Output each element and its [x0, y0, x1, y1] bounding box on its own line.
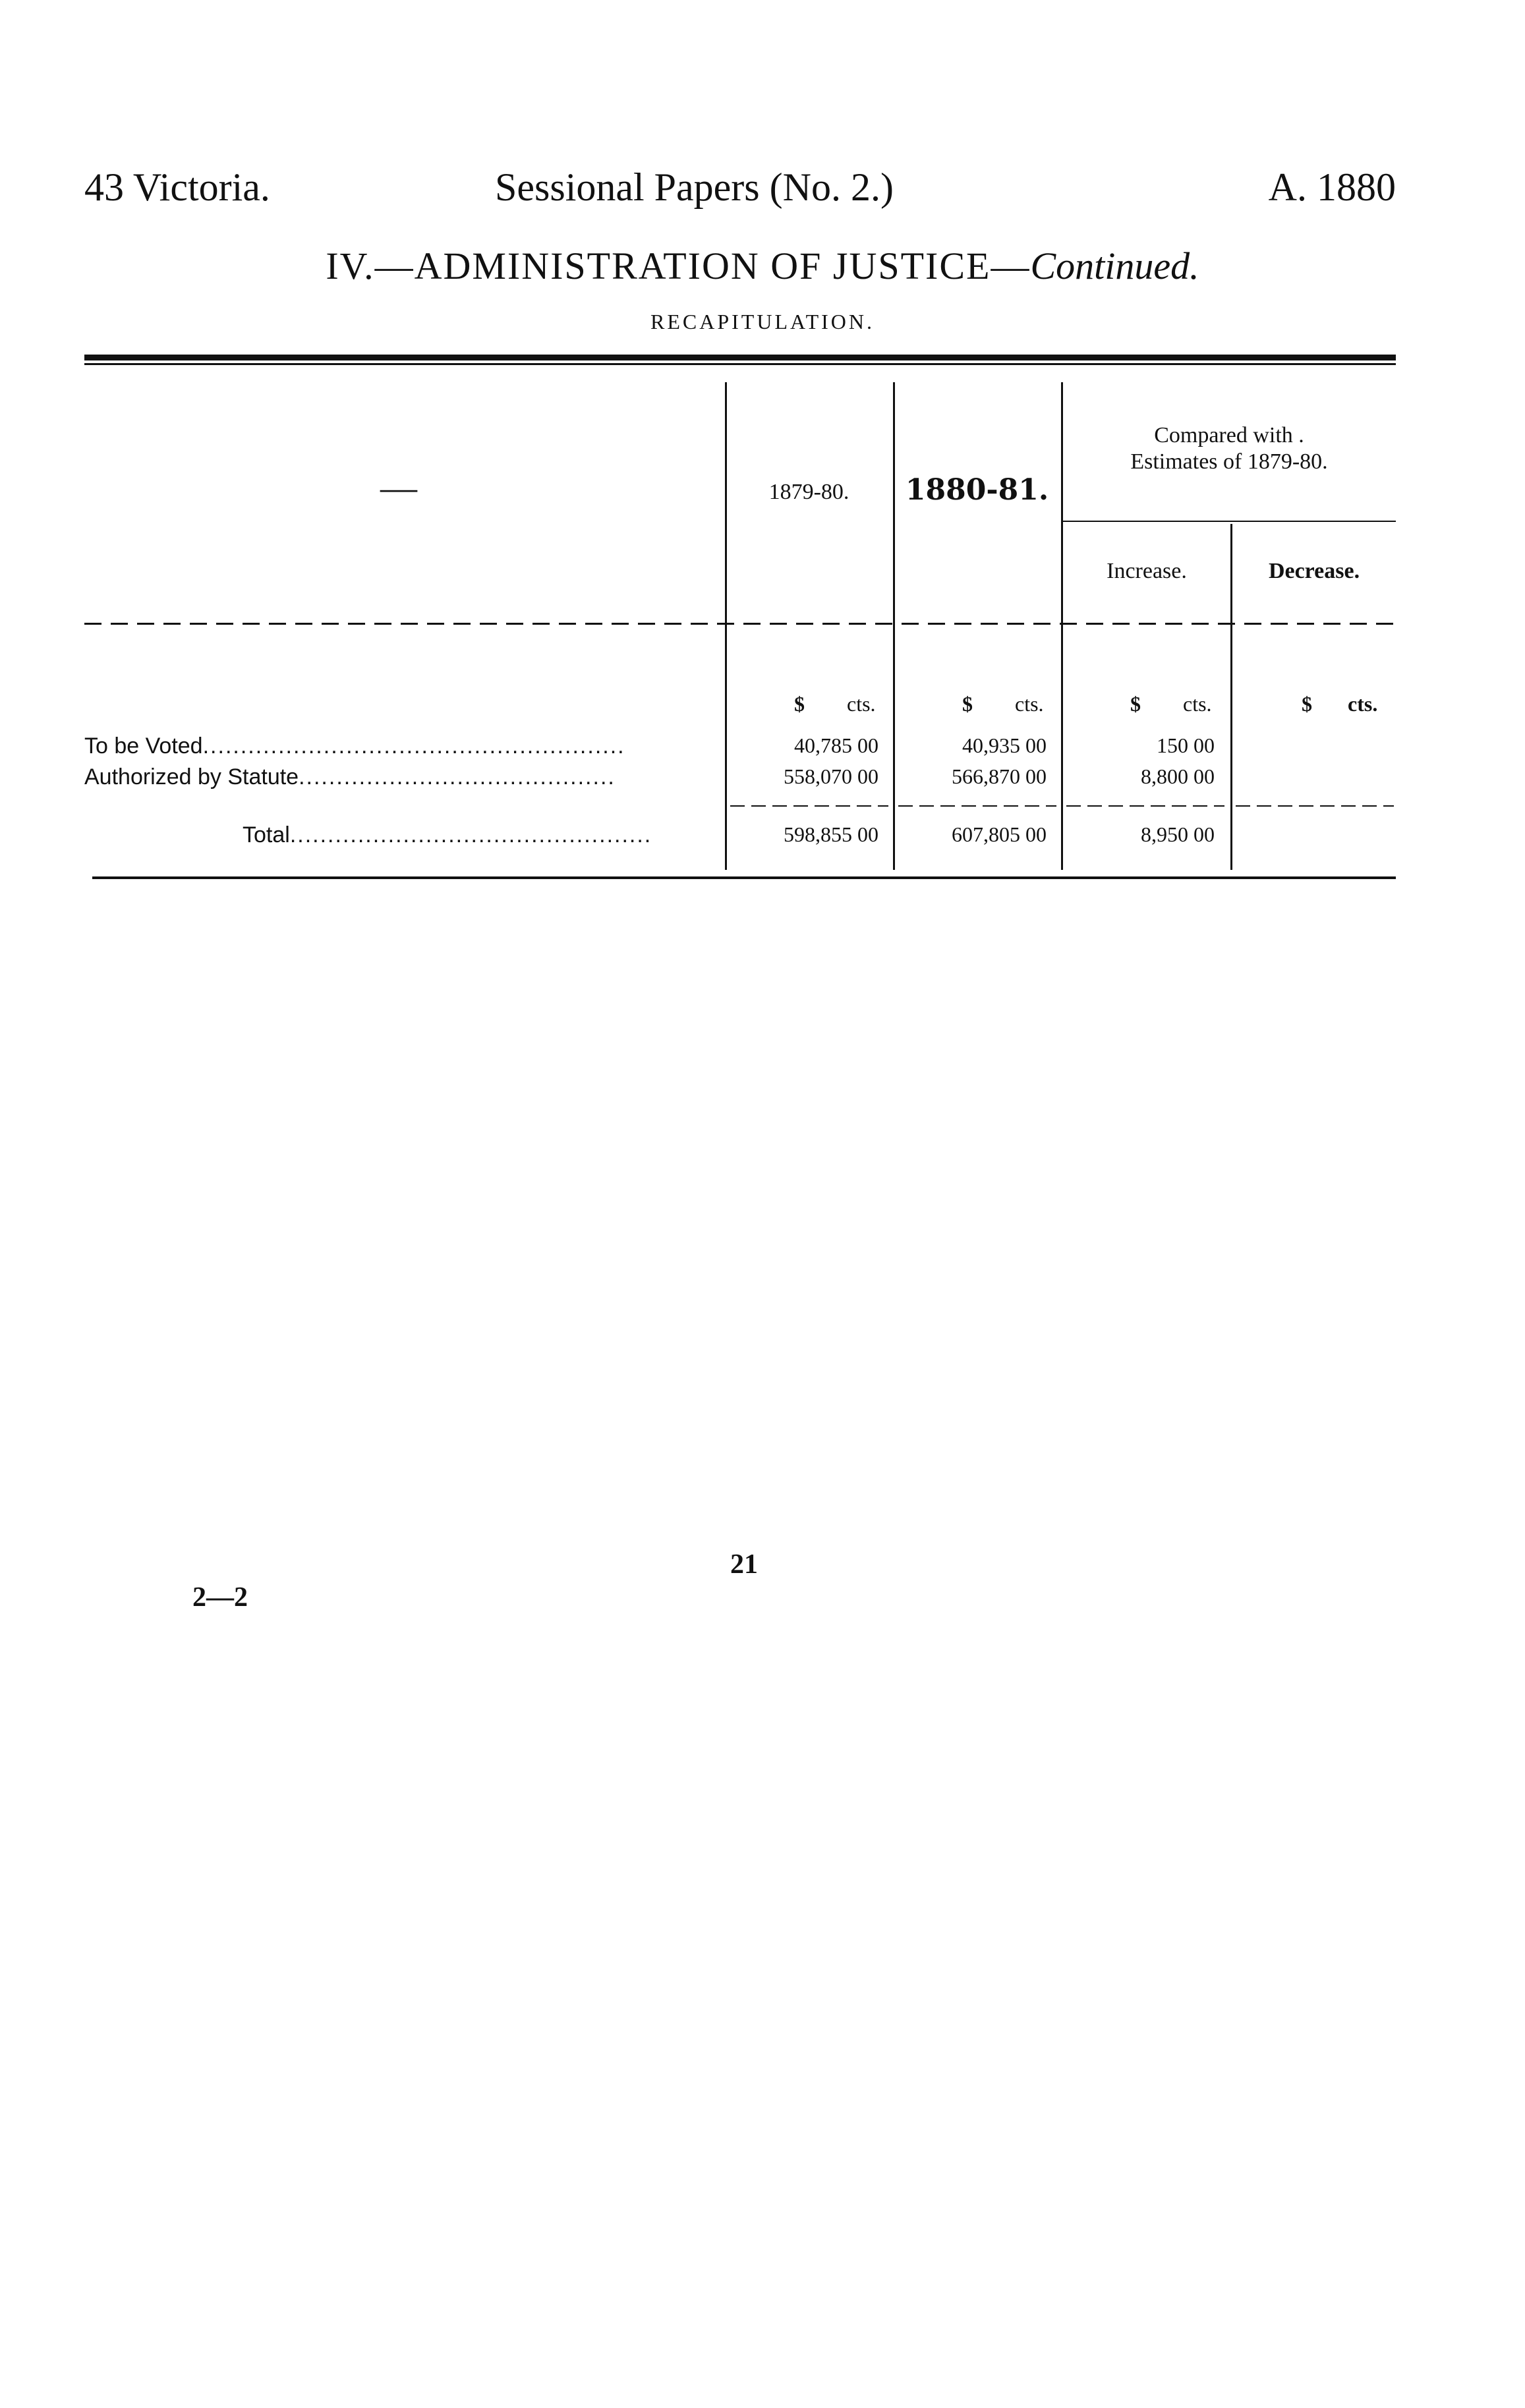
- subtotal-rule-decrease: [1236, 805, 1394, 807]
- col-rule-1: [725, 382, 727, 870]
- header-bottom-rule: [84, 623, 1396, 625]
- recapitulation-heading: RECAPITULATION.: [650, 310, 875, 333]
- subtotal-rule-increase: [1066, 805, 1224, 807]
- unit-dollar-1880: $: [962, 692, 973, 716]
- row-value-1879-80: 40,785 00: [794, 733, 878, 757]
- total-value-increase: 8,950 00: [1141, 822, 1215, 846]
- row-value-increase: 8,800 00: [1141, 764, 1215, 788]
- unit-dollar-increase: $: [1130, 692, 1141, 716]
- total-label: Total................................................: [243, 822, 652, 847]
- header-right: A. 1880: [1268, 165, 1396, 209]
- col-rule-2: [893, 382, 895, 870]
- unit-cts-increase: cts.: [1183, 692, 1212, 716]
- section-title: [0, 244, 1525, 288]
- subtotal-rule-1879: [730, 805, 888, 807]
- total-value-1879-80: 598,855 00: [784, 822, 878, 846]
- unit-dollar-1879: $: [794, 692, 805, 716]
- row-value-1879-80: 558,070 00: [784, 764, 878, 788]
- col-header-1879-80: 1879-80.: [768, 480, 849, 504]
- compared-with-line1: Compared with .: [1154, 423, 1304, 447]
- table-bottom-rule: [92, 876, 1396, 879]
- row-value-1880-81: 566,870 00: [952, 764, 1047, 788]
- total-value-1880-81: 607,805 00: [952, 822, 1047, 846]
- top-rule-thin: [84, 363, 1396, 365]
- unit-cts-decrease: cts.: [1348, 692, 1378, 716]
- header-left: 43 Victoria.: [84, 165, 270, 209]
- unit-cts-1879: cts.: [847, 692, 876, 716]
- row-value-increase: 150 00: [1157, 733, 1215, 757]
- col-header-increase: Increase.: [1107, 559, 1187, 583]
- section-title-main: IV.—ADMINISTRATION OF JUSTICE—: [326, 244, 1031, 287]
- compared-underline: [1062, 521, 1396, 522]
- header-center: Sessional Papers (No. 2.): [495, 165, 894, 209]
- col-header-decrease: Decrease.: [1268, 559, 1360, 583]
- row-label: To be Voted........................................................: [84, 733, 625, 759]
- running-header: [84, 165, 1396, 217]
- row-label: Authorized by Statute..........................................: [84, 764, 616, 789]
- col-blank-dash: —: [380, 467, 417, 508]
- col-header-1880-81: 1880-81.: [905, 473, 1049, 507]
- top-rule-thick: [84, 355, 1396, 360]
- row-value-1880-81: 40,935 00: [962, 733, 1047, 757]
- unit-cts-1880: cts.: [1015, 692, 1044, 716]
- col-rule-3: [1061, 382, 1063, 870]
- subtotal-rule-1880: [898, 805, 1056, 807]
- signature-mark: 2—2: [192, 1582, 248, 1613]
- compared-with-line2: Estimates of 1879-80.: [1130, 449, 1328, 474]
- unit-dollar-decrease: $: [1302, 692, 1312, 716]
- section-title-continued: Continued.: [1030, 244, 1199, 287]
- page-number: 21: [730, 1549, 758, 1580]
